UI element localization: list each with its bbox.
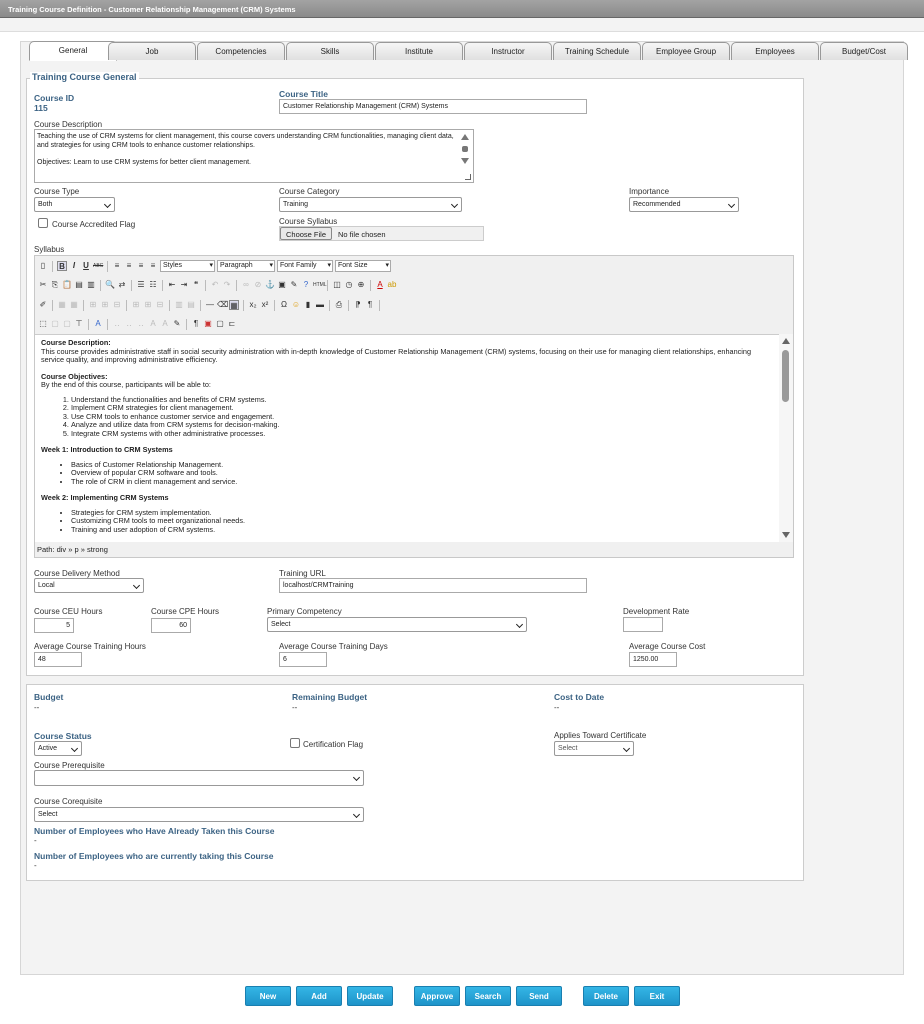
course-type-label: Course Type — [34, 187, 80, 196]
new-document-icon[interactable]: ▯ — [40, 261, 46, 270]
course-title-label: Course Title — [279, 89, 328, 99]
align-center-icon[interactable]: ≡ — [126, 261, 132, 270]
avg-days-input[interactable]: 6 — [279, 652, 327, 667]
numbered-list-icon[interactable]: ☷ — [149, 280, 157, 289]
insert-row-after-icon[interactable]: ⊞ — [101, 300, 109, 309]
cpe-hours-label: Course CPE Hours — [151, 607, 220, 616]
new-button[interactable]: New — [245, 986, 291, 1006]
paste-text-icon[interactable]: ▤ — [75, 280, 83, 289]
week2-list — [41, 509, 771, 535]
cite-icon[interactable]: ‥ — [114, 319, 120, 328]
nonbreaking-icon[interactable]: ▣ — [204, 319, 212, 328]
choose-file-button[interactable]: Choose File — [280, 227, 332, 240]
edit-table-icon[interactable]: ✐ — [39, 300, 47, 309]
objectives-intro: By the end of this course, participants will be able to: — [41, 380, 211, 389]
avg-cost-input[interactable]: 1250.00 — [629, 652, 677, 667]
media-icon[interactable]: ▮ — [305, 300, 311, 309]
align-right-icon[interactable]: ≡ — [138, 261, 144, 270]
tab-budget-cost[interactable]: Budget/Cost — [820, 42, 908, 60]
desc-heading: Course Description: — [41, 338, 111, 347]
copy-icon[interactable]: ⎘ — [51, 280, 59, 289]
course-id-value: 115 — [34, 103, 48, 113]
replace-icon[interactable]: ⇄ — [118, 280, 126, 289]
undo-icon[interactable]: ↶ — [211, 280, 219, 289]
delete-row-icon[interactable]: ⊟ — [113, 300, 121, 309]
applies-certificate-select[interactable]: Select — [554, 741, 634, 756]
blockquote-icon[interactable]: ❝ — [193, 280, 199, 289]
ceu-hours-label: Course CEU Hours — [34, 607, 103, 616]
font-size-dropdown[interactable]: Font Size ▾ — [335, 260, 391, 272]
toolbar-row-1 — [38, 259, 391, 273]
move-forward-icon[interactable]: ▢ — [51, 319, 59, 328]
editor-path: Path: div » p » strong — [37, 545, 108, 554]
syllabus-label: Syllabus — [34, 245, 65, 254]
paste-icon[interactable]: 📋 — [62, 280, 72, 289]
accredited-checkbox[interactable] — [38, 218, 48, 228]
underline-icon[interactable]: U — [83, 261, 89, 270]
cost-to-date-label: Cost to Date — [554, 692, 605, 702]
importance-select[interactable]: Recommended — [629, 197, 739, 212]
course-status-select[interactable]: Active — [34, 741, 82, 756]
superscript-icon[interactable]: x² — [261, 300, 269, 309]
week1-list — [41, 461, 771, 487]
cleanup-icon[interactable]: ✎ — [290, 280, 298, 289]
tab-training-schedule[interactable]: Training Schedule — [553, 42, 641, 60]
unlink-icon[interactable]: ⊘ — [254, 280, 262, 289]
print-icon[interactable]: ⎙ — [335, 300, 343, 309]
exit-button[interactable]: Exit — [634, 986, 680, 1006]
cost-to-date-value: -- — [554, 703, 560, 712]
text-color-icon[interactable]: A — [377, 280, 383, 289]
list-item: 3. Use CRM tools to enhance customer service and engagement. — [71, 413, 771, 422]
advanced-hr-icon[interactable]: ▬ — [316, 300, 324, 309]
bold-icon[interactable]: B — [57, 261, 67, 271]
development-rate-input[interactable] — [623, 617, 663, 632]
tab-skills[interactable]: Skills — [286, 42, 374, 60]
abbr-icon[interactable]: ‥ — [126, 319, 132, 328]
emoticon-icon[interactable]: ☺ — [291, 300, 301, 309]
cpe-hours-input[interactable]: 60 — [151, 618, 191, 633]
time-icon[interactable]: ◷ — [345, 280, 353, 289]
section-title: Training Course General — [32, 72, 137, 82]
list-item: 1. Understand the functionalities and benefits of CRM systems. — [71, 396, 771, 405]
remaining-budget-value: -- — [292, 703, 298, 712]
course-status-label: Course Status — [34, 731, 92, 741]
avg-hours-input[interactable]: 48 — [34, 652, 82, 667]
visual-chars-icon[interactable]: ¶ — [193, 319, 199, 328]
scroll-down-icon[interactable] — [782, 532, 790, 538]
ins-icon[interactable]: A — [162, 319, 168, 328]
insert-col-after-icon[interactable]: ⊞ — [144, 300, 152, 309]
scroll-down-icon[interactable] — [461, 158, 469, 164]
list-item: 5. Integrate CRM systems with other administrative processes. — [71, 430, 771, 439]
employees-taken-label: Number of Employees who Have Already Taken this Course — [34, 826, 275, 836]
send-button[interactable]: Send — [516, 986, 562, 1006]
tab-institute[interactable]: Institute — [375, 42, 463, 60]
update-button[interactable]: Update — [347, 986, 393, 1006]
tab-general[interactable]: General — [29, 41, 117, 61]
course-category-label: Course Category — [279, 187, 340, 196]
delivery-method-label: Course Delivery Method — [34, 569, 120, 578]
list-item: 4. Analyze and utilize data from CRM systems for decision-making. — [71, 421, 771, 430]
absolute-icon[interactable]: ⊤ — [75, 319, 83, 328]
tab-employees[interactable]: Employees — [731, 42, 819, 60]
list-item: • Overview of popular CRM software and tools. — [71, 469, 771, 478]
delete-button[interactable]: Delete — [583, 986, 629, 1006]
outdent-icon[interactable]: ⇤ — [168, 280, 176, 289]
add-button[interactable]: Add — [296, 986, 342, 1006]
indent-icon[interactable]: ⇥ — [180, 280, 188, 289]
prerequisite-label: Course Prerequisite — [34, 761, 105, 770]
training-url-label: Training URL — [279, 569, 326, 578]
merge-cells-icon[interactable]: ▤ — [187, 300, 195, 309]
importance-label: Importance — [629, 187, 670, 196]
zoom-icon[interactable]: ⊕ — [357, 280, 365, 289]
primary-competency-select[interactable]: Select — [267, 617, 527, 632]
objectives-list — [41, 396, 771, 439]
course-syllabus-label: Course Syllabus — [279, 217, 338, 226]
applies-certificate-label: Applies Toward Certificate — [554, 731, 647, 740]
cut-icon[interactable]: ✂ — [39, 280, 47, 289]
corequisite-select[interactable]: Select — [34, 807, 364, 822]
image-icon[interactable]: ▣ — [278, 280, 286, 289]
week2-heading: Week 2: Implementing CRM Systems — [41, 493, 169, 502]
budget-label: Budget — [34, 692, 64, 702]
avg-days-label: Average Course Training Days — [279, 642, 388, 651]
insert-col-before-icon[interactable]: ⊞ — [132, 300, 140, 309]
editor-scrollbar[interactable] — [779, 334, 793, 542]
search-button[interactable]: Search — [465, 986, 511, 1006]
window-title: Training Course Definition - Customer Relationship Management (CRM) Systems — [0, 0, 924, 18]
ltr-icon[interactable]: ⁋ — [355, 300, 361, 309]
training-url-input[interactable]: localhost/CRMTraining — [279, 578, 587, 593]
list-item: • The role of CRM in client management and service. — [71, 478, 771, 487]
styles-dropdown[interactable]: Styles ▾ — [160, 260, 215, 272]
primary-competency-label: Primary Competency — [267, 607, 342, 616]
description-objectives: Objectives: Learn to use CRM systems for better client management. — [37, 159, 251, 166]
list-item: • Strategies for CRM system implementation. — [71, 509, 771, 518]
redo-icon[interactable]: ↷ — [223, 280, 231, 289]
delivery-method-select[interactable]: Local — [34, 578, 144, 593]
attribs-icon[interactable]: ✎ — [173, 319, 181, 328]
development-rate-label: Development Rate — [623, 607, 690, 616]
tab-instructor[interactable]: Instructor — [464, 42, 552, 60]
course-category-select[interactable]: Training — [279, 197, 462, 212]
html-icon[interactable]: HTML — [313, 282, 327, 288]
list-item: • Customizing CRM tools to meet organizational needs. — [71, 517, 771, 526]
link-icon[interactable]: ∞ — [243, 280, 249, 289]
tab-job[interactable]: Job — [108, 42, 196, 60]
subscript-icon[interactable]: x₂ — [249, 300, 257, 309]
styleprops-icon[interactable]: A — [95, 319, 101, 328]
table-row-icon[interactable]: ▦ — [58, 300, 66, 309]
employees-taking-value: - — [34, 861, 37, 870]
employees-taking-label: Number of Employees who are currently taking this Course — [34, 851, 274, 861]
template-icon[interactable]: ▢ — [216, 319, 224, 328]
file-status: No file chosen — [338, 230, 386, 239]
tab-competencies[interactable]: Competencies — [197, 42, 285, 60]
remaining-budget-label: Remaining Budget — [292, 692, 368, 702]
editor-content[interactable] — [35, 334, 793, 542]
prerequisite-select[interactable] — [34, 770, 364, 786]
accredited-label: Course Accredited Flag — [52, 220, 136, 229]
paragraph-dropdown[interactable]: Paragraph ▾ — [217, 260, 275, 272]
table-cell-icon[interactable]: ▦ — [70, 300, 78, 309]
paste-word-icon[interactable]: ▥ — [87, 280, 95, 289]
scroll-thumb[interactable] — [462, 146, 468, 152]
week1-heading: Week 1: Introduction to CRM Systems — [41, 445, 173, 454]
approve-button[interactable]: Approve — [414, 986, 460, 1006]
remove-format-icon[interactable]: ⌫ — [217, 300, 229, 309]
bullet-list-icon[interactable]: ☰ — [137, 280, 145, 289]
course-id-label: Course ID — [34, 93, 75, 103]
toolbar-row-4 — [38, 317, 237, 331]
horizontal-rule-icon[interactable]: — — [206, 300, 214, 309]
scroll-thumb[interactable] — [782, 350, 789, 402]
list-item: • Training and user adoption of CRM systems. — [71, 526, 771, 535]
employees-taken-value: - — [34, 836, 37, 845]
acronym-icon[interactable]: ‥ — [138, 319, 144, 328]
help-icon[interactable]: ? — [303, 280, 309, 289]
syllabus-file-input — [279, 226, 484, 241]
course-description-label: Course Description — [34, 120, 103, 129]
certification-checkbox[interactable] — [290, 738, 300, 748]
split-cells-icon[interactable]: ▥ — [175, 300, 183, 309]
list-item: 2. Implement CRM strategies for client management. — [71, 404, 771, 413]
find-icon[interactable]: 🔍 — [105, 280, 115, 289]
align-justify-icon[interactable]: ≡ — [150, 261, 156, 270]
course-title-input[interactable]: Customer Relationship Management (CRM) Systems — [279, 99, 587, 114]
corequisite-label: Course Corequisite — [34, 797, 103, 806]
avg-hours-label: Average Course Training Hours — [34, 642, 146, 651]
tab-employee-group[interactable]: Employee Group — [642, 42, 730, 60]
objectives-heading: Course Objectives: — [41, 371, 108, 381]
special-char-icon[interactable]: Ω — [281, 300, 287, 309]
toolbar-row-3 — [38, 298, 382, 312]
background-color-icon[interactable]: ab — [387, 280, 397, 289]
budget-value: -- — [34, 703, 40, 712]
pagebreak-icon[interactable]: ⊏ — [228, 319, 236, 328]
scroll-up-icon[interactable] — [461, 134, 469, 140]
insert-row-before-icon[interactable]: ⊞ — [89, 300, 97, 309]
move-backward-icon[interactable]: ▢ — [63, 319, 71, 328]
strikethrough-icon[interactable]: ABC — [93, 263, 104, 269]
italic-icon[interactable]: I — [72, 261, 76, 270]
list-item: • Basics of Customer Relationship Management. — [71, 461, 771, 470]
align-left-icon[interactable]: ≡ — [114, 261, 120, 270]
subheader-bar — [0, 18, 924, 32]
course-description-textarea[interactable] — [34, 129, 474, 183]
tab-bar — [20, 41, 904, 61]
rtl-icon[interactable]: ¶ — [367, 300, 373, 309]
ceu-hours-input[interactable]: 5 — [34, 618, 74, 633]
toolbar-row-2 — [38, 278, 397, 292]
font-family-dropdown[interactable]: Font Family ▾ — [277, 260, 333, 272]
visual-aid-icon[interactable]: ▦ — [230, 301, 238, 310]
scroll-up-icon[interactable] — [782, 338, 790, 344]
resize-grip-icon[interactable] — [465, 174, 471, 180]
syllabus-editor — [34, 255, 794, 558]
description-paragraph: Teaching the use of CRM systems for client management, this course covers understanding CRM functionalities, managing client data, and strategies for using CRM tools to enhance customer relationships. — [37, 133, 454, 149]
avg-cost-label: Average Course Cost — [629, 642, 706, 651]
del-icon[interactable]: A — [150, 319, 156, 328]
certification-label: Certification Flag — [303, 740, 364, 749]
course-type-select[interactable]: Both — [34, 197, 115, 212]
desc-text: This course provides administrative staff in social security administration with in-depth knowledge of Customer Relationship Management (CRM) systems, focusing on their use for managing client relationships, enhancing service quality, and improving administrative efficiency. — [41, 346, 752, 364]
insert-layer-icon[interactable]: ⬚ — [39, 319, 47, 328]
anchor-icon[interactable]: ⚓ — [265, 280, 275, 289]
delete-col-icon[interactable]: ⊟ — [156, 300, 164, 309]
preview-icon[interactable]: ◫ — [333, 280, 341, 289]
